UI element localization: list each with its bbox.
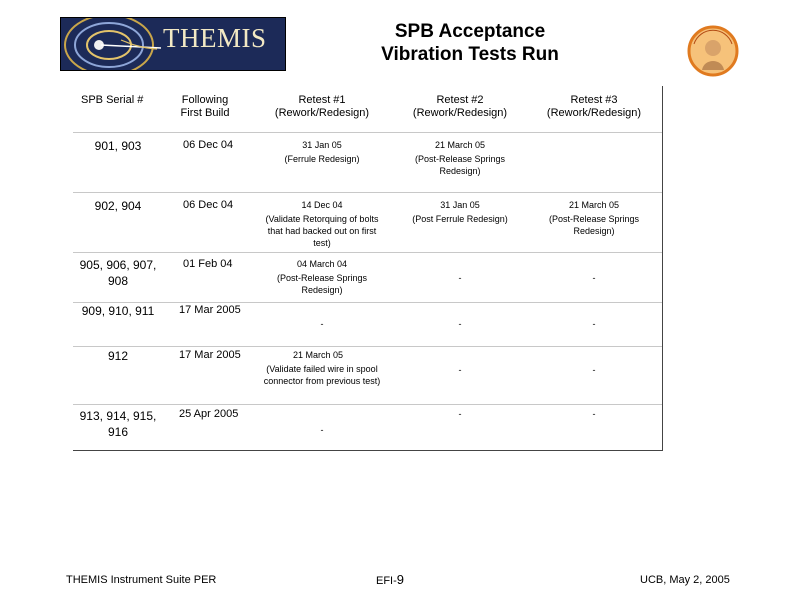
table-row-retest2: 21 March 05 (Post-Release Springs Redesign) bbox=[414, 140, 506, 176]
table-row-serial: 913, 914, 915, 916 bbox=[79, 409, 157, 439]
table-row-first-build: 06 Dec 04 bbox=[183, 199, 234, 211]
title-line-2: Vibration Tests Run bbox=[381, 44, 559, 65]
footer-page bbox=[376, 572, 404, 587]
row-divider bbox=[73, 132, 662, 133]
table-row-retest1: 31 Jan 05 (Ferrule Redesign) bbox=[284, 140, 360, 164]
table-row-retest3: - bbox=[592, 273, 596, 283]
page-title bbox=[330, 20, 610, 66]
header-retest-2: Retest #2 (Rework/Redesign) bbox=[412, 94, 508, 119]
footer-page-prefix: EFI- bbox=[376, 575, 397, 587]
table-row-retest3: - bbox=[592, 409, 596, 419]
row-divider bbox=[73, 252, 662, 253]
footer-right: UCB, May 2, 2005 bbox=[640, 574, 730, 586]
table-row-retest3: - bbox=[592, 319, 596, 329]
table-row-retest3: - bbox=[592, 365, 596, 375]
themis-emblem bbox=[686, 24, 740, 78]
table-row-retest2: - bbox=[458, 365, 462, 375]
vibration-tests-table bbox=[73, 86, 663, 451]
table-row-retest2: - bbox=[458, 319, 462, 329]
table-row-first-build: 17 Mar 2005 bbox=[179, 349, 241, 361]
row-divider bbox=[73, 404, 662, 405]
emblem-icon bbox=[686, 24, 740, 78]
table-row-retest1: 21 March 05 (Validate failed wire in spool connector from previous test) bbox=[263, 350, 381, 386]
footer-left: THEMIS Instrument Suite PER bbox=[66, 574, 217, 586]
table-row-serial: 909, 910, 911 bbox=[81, 304, 155, 318]
table-row-retest1: 04 March 04 (Post-Release Springs Redesign) bbox=[276, 259, 368, 295]
table-row-first-build: 25 Apr 2005 bbox=[179, 408, 239, 420]
header-first-build: Following First Build bbox=[180, 94, 230, 119]
table-row-retest2: - bbox=[458, 273, 462, 283]
table-row-first-build: 06 Dec 04 bbox=[183, 139, 234, 151]
table-row-retest2: 31 Jan 05 (Post Ferrule Redesign) bbox=[412, 200, 508, 224]
row-divider bbox=[73, 192, 662, 193]
table-row-retest1: - bbox=[320, 319, 324, 329]
table-row-serial: 912 bbox=[107, 349, 129, 363]
logo-text: THEMIS bbox=[163, 23, 267, 53]
row-divider bbox=[73, 346, 662, 347]
title-line-1: SPB Acceptance bbox=[394, 21, 546, 42]
table-row-first-build: 01 Feb 04 bbox=[183, 258, 233, 270]
footer-page-number: 9 bbox=[396, 572, 405, 587]
table-row-retest2: - bbox=[458, 409, 462, 419]
table-row-serial: 902, 904 bbox=[94, 199, 142, 213]
table-row-first-build: 17 Mar 2005 bbox=[179, 304, 241, 316]
table-row-retest3: 21 March 05 (Post-Release Springs Redesign) bbox=[548, 200, 640, 236]
header-retest-1: Retest #1 (Rework/Redesign) bbox=[274, 94, 370, 119]
table-row-retest1: 14 Dec 04 (Validate Retorquing of bolts that had backed out on first test) bbox=[265, 200, 379, 248]
header-retest-3: Retest #3 (Rework/Redesign) bbox=[546, 94, 642, 119]
table-row-serial: 901, 903 bbox=[94, 139, 142, 153]
themis-logo bbox=[60, 17, 286, 71]
table-row-retest1: - bbox=[320, 425, 324, 435]
header-serial: SPB Serial # bbox=[81, 94, 144, 106]
table-row-serial: 905, 906, 907, 908 bbox=[79, 258, 157, 288]
row-divider bbox=[73, 302, 662, 303]
